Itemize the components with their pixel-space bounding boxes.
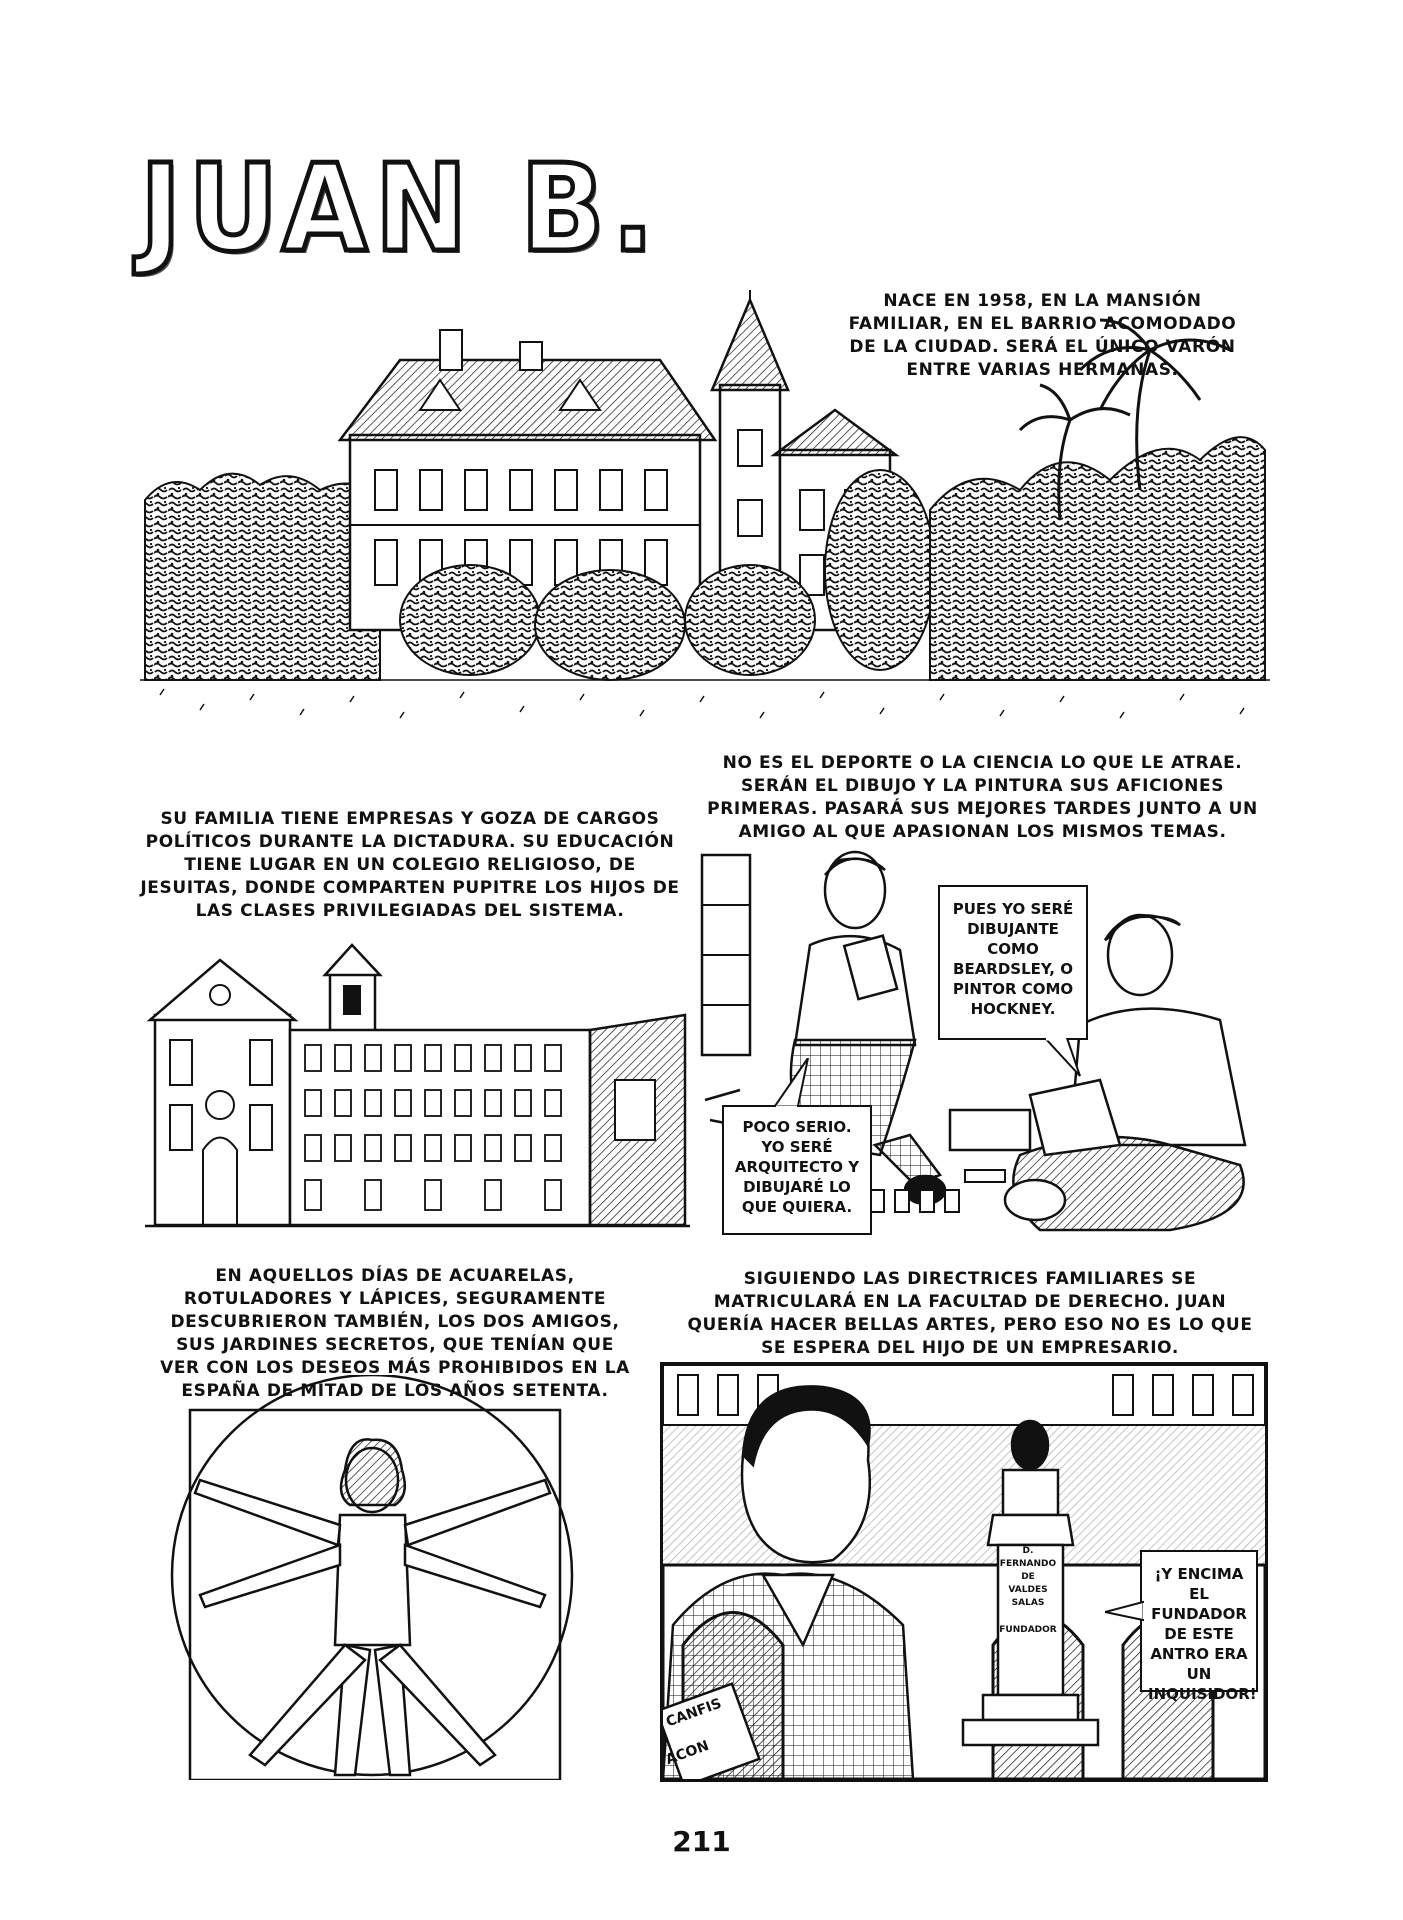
bubble-tail: [1045, 1038, 1085, 1078]
statue-plaque: [997, 1545, 1059, 1690]
plaque-line: DE: [1021, 1572, 1035, 1582]
book-spine-top: CANFIS: [664, 1695, 724, 1731]
caption-secret: EN AQUELLOS DÍAS DE ACUARELAS, ROTULADORES Y LÁPICES, SEGURAMENTE DESCUBRIERON TAMBIÉN, LOS DOS AMIGOS, SUS JARDINES SECRETOS, QUE TENÍAN QUE VER CON LOS DESEOS MÁS PROHIBIDOS EN LA ESPAÑA DE MITAD DE LOS AÑOS SETENTA.: [160, 1266, 630, 1401]
page-title: JUAN B.: [140, 140, 662, 279]
plaque-line: FUNDADOR: [999, 1625, 1057, 1635]
page-number: 211: [672, 1825, 731, 1858]
book-spine-bottom: ACON: [663, 1737, 712, 1769]
mansion-illustration: [140, 290, 1270, 730]
caption-family: SU FAMILIA TIENE EMPRESAS Y GOZA DE CARGOS POLÍTICOS DURANTE LA DICTADURA. SU EDUCACIÓN TIENE LUGAR EN UN COLEGIO RELIGIOSO, DE JESUITAS, DONDE COMPARTEN PUPITRE LOS HIJOS DE LAS CLASES PRIVILEGIADAS DEL SISTEMA.: [140, 809, 680, 921]
bubble-tail: [770, 1058, 810, 1108]
speech-bubble-architect: POCO SERIO. YO SERÉ ARQUITECTO Y DIBUJARÉ LO QUE QUIERA.: [722, 1105, 872, 1235]
caption-intro: NACE EN 1958, EN LA MANSIÓN FAMILIAR, EN EL BARRIO ACOMODADO DE LA CIUDAD. SERÁ EL ÚNICO VARÓN ENTRE VARIAS HERMANAS.: [848, 291, 1237, 380]
caption-hobbies: NO ES EL DEPORTE O LA CIENCIA LO QUE LE ATRAE. SERÁN EL DIBUJO Y LA PINTURA SUS AFICIONES PRIMERAS. PASARÁ SUS MEJORES TARDES JUNTO A UN AMIGO AL QUE APASIONAN LOS MISMOS TEMAS.: [707, 753, 1258, 842]
school-illustration: [145, 930, 690, 1230]
speech-bubble-beardsley: PUES YO SERÉ DIBUJANTE COMO BEARDSLEY, O PINTOR COMO HOCKNEY.: [938, 885, 1088, 1040]
caption-law: SIGUIENDO LAS DIRECTRICES FAMILIARES SE MATRICULARÁ EN LA FACULTAD DE DERECHO. JUAN QUERÍA HACER BELLAS ARTES, PERO ESO NO ES LO QUE SE ESPERA DEL HIJO DE UN EMPRESARIO.: [687, 1269, 1253, 1358]
vitruvian-man-illustration: [140, 1375, 610, 1780]
speech-bubble-inquisitor: ¡Y ENCIMA EL FUNDADOR DE ESTE ANTRO ERA UN INQUISIDOR!: [1140, 1550, 1258, 1692]
plaque-line: VALDES SALAS: [1008, 1585, 1048, 1608]
bubble-tail: [1105, 1598, 1145, 1628]
plaque-line: D. FERNANDO: [999, 1546, 1057, 1569]
